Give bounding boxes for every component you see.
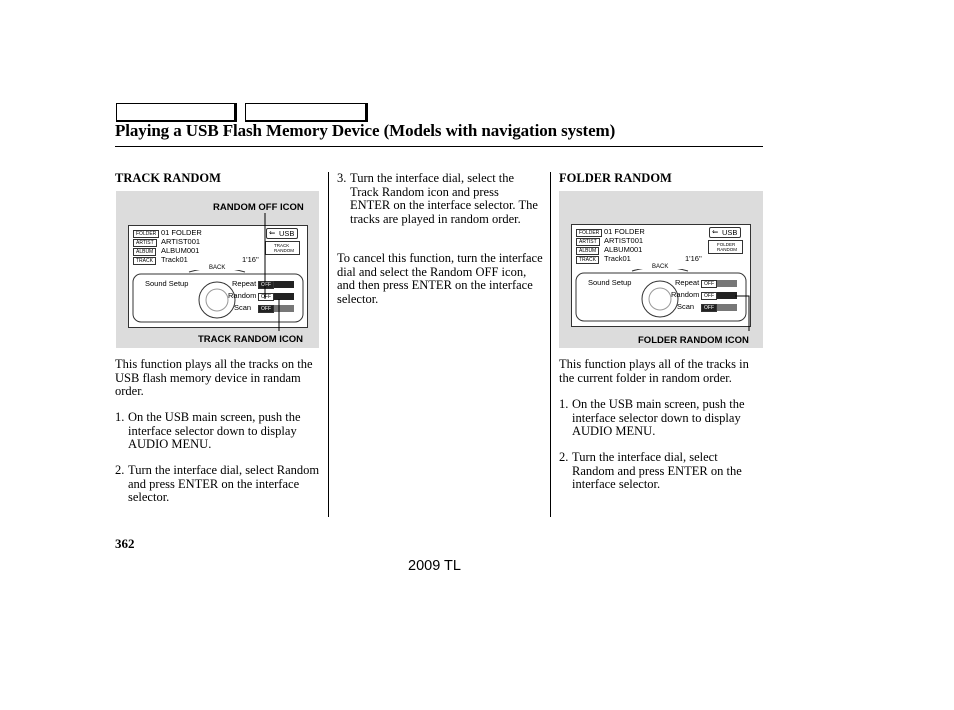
artist-tag: ARTIST	[133, 239, 157, 247]
random-off-icon-callout: RANDOM OFF ICON	[213, 202, 304, 213]
track-tag: TRACK	[133, 257, 156, 265]
sound-setup-item: Sound Setup	[145, 279, 189, 288]
callout-leader-lines	[559, 191, 763, 348]
album-tag: ALBUM	[133, 248, 156, 256]
folder-random-step-1	[559, 398, 763, 438]
callout-leader-lines	[116, 191, 319, 348]
nav-tab-section-index[interactable]	[245, 103, 368, 122]
repeat-off-icon: OFF	[258, 281, 274, 289]
footer-model-label: 2009 TL	[408, 558, 461, 574]
step-number: 1.	[559, 397, 569, 411]
usb-badge: USB	[709, 227, 741, 238]
folder-random-step-2	[559, 451, 763, 491]
folder-tag: FOLDER	[133, 230, 159, 238]
back-label: BACK	[209, 265, 226, 271]
column-divider-right	[550, 172, 551, 517]
random-item: Random	[228, 291, 257, 300]
track-random-step-1	[115, 411, 321, 451]
track-tag: TRACK	[576, 256, 599, 264]
repeat-item: Repeat	[675, 278, 700, 287]
track-name: Track01	[604, 254, 631, 263]
artist-tag: ARTIST	[576, 238, 600, 246]
scan-item: Scan	[234, 303, 252, 312]
scan-item: Scan	[677, 302, 695, 311]
random-item: Random	[671, 290, 700, 299]
repeat-item: Repeat	[232, 279, 257, 288]
step-number: 1.	[115, 410, 125, 424]
folder-name: 01 FOLDER	[604, 227, 645, 236]
step-text: Turn the interface dial, select Random and press ENTER on the interface selector.	[572, 450, 742, 491]
track-random-icon-callout: TRACK RANDOM ICON	[198, 334, 304, 345]
folder-tag: FOLDER	[576, 229, 602, 237]
step-text: On the USB main screen, push the interface selector down to display AUDIO MENU.	[572, 397, 745, 438]
artist-name: ARTIST001	[161, 237, 201, 246]
folder-name: 01 FOLDER	[161, 228, 202, 237]
folder-random-icon-callout: FOLDER RANDOM ICON	[638, 335, 749, 346]
track-random-intro: This function plays all the tracks on the USB flash memory device in randam order.	[115, 357, 313, 398]
sound-setup-item: Sound Setup	[588, 278, 632, 287]
usb-icon: ⇐	[712, 227, 719, 236]
album-tag: ALBUM	[576, 247, 599, 255]
folder-random-figure	[559, 191, 763, 348]
step-text: Turn the interface dial, select the Track Random icon and press ENTER on the interface selector. The tracks are played in random order.	[350, 171, 538, 226]
album-name: ALBUM001	[604, 245, 643, 254]
step-number: 3.	[337, 171, 347, 185]
scan-off-icon: OFF	[258, 305, 274, 313]
track-name: Track01	[161, 255, 188, 264]
step-text: On the USB main screen, push the interface selector down to display AUDIO MENU.	[128, 410, 301, 451]
title-rule	[115, 146, 763, 147]
album-name: ALBUM001	[161, 246, 200, 255]
nav-tab-main-menu[interactable]	[116, 103, 237, 122]
artist-name: ARTIST001	[604, 236, 644, 245]
step-text: Turn the interface dial, select Random and press ENTER on the interface selector.	[128, 463, 320, 504]
page-number: 362	[115, 536, 135, 551]
cancel-random-instructions: To cancel this function, turn the interface dial and select the Random OFF icon, and then press ENTER on the interface selector.	[337, 251, 543, 306]
step-number: 2.	[559, 450, 569, 464]
back-label: BACK	[652, 264, 669, 270]
page-title: Playing a USB Flash Memory Device (Models with navigation system)	[115, 121, 616, 140]
track-random-mode-icon: TRACK RANDOM	[265, 241, 300, 255]
track-random-figure	[116, 191, 319, 348]
step-number: 2.	[115, 463, 125, 477]
folder-random-intro: This function plays all of the tracks in the current folder in random order.	[559, 357, 749, 385]
track-random-step-2	[115, 464, 321, 504]
track-random-heading: TRACK RANDOM	[115, 171, 221, 185]
folder-random-heading: FOLDER RANDOM	[559, 171, 672, 185]
usb-badge: USB	[266, 228, 298, 239]
random-off-icon: OFF	[258, 293, 274, 301]
track-time: 1'16''	[242, 255, 259, 264]
random-off-icon: OFF	[701, 292, 717, 300]
repeat-off-icon: OFF	[701, 280, 717, 288]
scan-off-icon: OFF	[701, 304, 717, 312]
folder-random-mode-icon: FOLDER RANDOM	[708, 240, 743, 254]
column-divider-left	[328, 172, 329, 517]
track-time: 1'16''	[685, 254, 702, 263]
usb-icon: ⇐	[269, 228, 276, 237]
track-random-step-3	[337, 172, 542, 240]
